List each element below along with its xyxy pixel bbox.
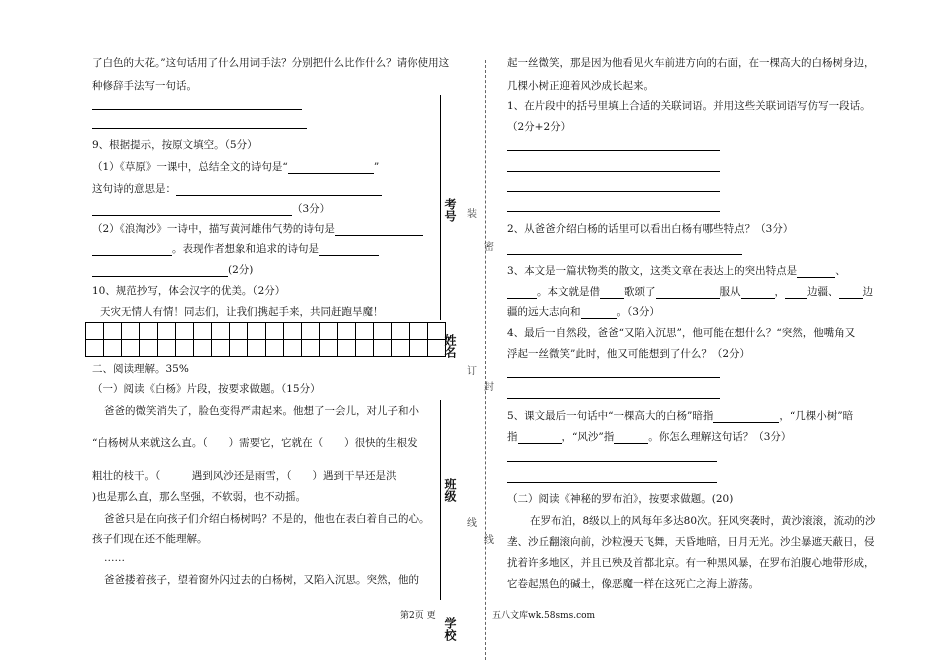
section-2-1-title: （一）阅读《白杨》片段，按要求做题。（15分） [92, 383, 321, 395]
cut-label: 封 [484, 382, 494, 393]
blank[interactable] [176, 184, 382, 196]
answer-line[interactable] [507, 254, 742, 255]
answer-line[interactable] [507, 150, 720, 151]
cut-label: 线 [467, 518, 477, 529]
blank[interactable] [839, 287, 863, 299]
question-r2: 2、从爸爸介绍白杨的话里可以看出白杨有哪些特点？（3分） [507, 223, 794, 235]
blank[interactable] [319, 244, 379, 256]
question-r1: 1、在片段中的括号里填上合适的关联词语。并用这些关联词语写仿写一段话。 [507, 100, 871, 112]
answer-line[interactable] [507, 482, 717, 483]
answer-line[interactable] [507, 461, 717, 462]
ellipsis: …… [104, 552, 125, 564]
answer-line[interactable] [507, 171, 720, 172]
question-r4: 4、最后一自然段，爸爸“又陷入沉思”，他可能在想什么？“突然，他嘴角又 [507, 327, 856, 339]
label-name: 姓名 [443, 334, 457, 358]
blank[interactable] [797, 266, 835, 278]
page-number: 第2页 更 [400, 611, 436, 621]
blank[interactable] [713, 411, 779, 423]
question-9-2: （2）《浪淘沙》一诗中，描写黄河雄伟气势的诗句是 [92, 222, 423, 236]
question-9-1-cont: （3分） [92, 202, 330, 216]
blank[interactable] [600, 287, 624, 299]
question-r5-cont: 指 ，“风沙”指 。你怎么理解这句话？（3分） [507, 431, 792, 443]
answer-line[interactable] [92, 109, 302, 110]
blank[interactable] [92, 265, 228, 277]
right-line: 起一丝微笑，那是因为他看见火车前进方向的右面，在一棵高大的白杨树身边， [507, 57, 875, 69]
question-r3-cont2: 疆的远大志向和 。（3分） [507, 306, 660, 318]
passage-line: 爸爸只是在向孩子们介绍白杨树吗？不是的，他也在表白着自己的心。 [104, 513, 430, 525]
question-r3: 3、本文是一篇状物类的散文，这类文章在表达上的突出特点是 、 [507, 265, 846, 277]
question-10: 10、规范抄写，体会汉字的优美。（2分） [92, 285, 286, 297]
binding-bar [440, 400, 441, 600]
passage-line: 爸爸搂着孩子，望着窗外闪过去的白杨树，又陷入沉思。突然，他的 [104, 574, 419, 586]
binding-bar [440, 95, 441, 320]
question-9-1-meaning: 这句诗的意思是： [92, 182, 382, 196]
section-2-2-title: （二）阅读《神秘的罗布泊》，按要求做题。(20) [507, 493, 734, 505]
answer-line[interactable] [92, 128, 307, 129]
cut-label: 密 [484, 242, 494, 253]
label-exam-number: 考号 [443, 198, 457, 222]
blank[interactable] [92, 244, 172, 256]
label-school: 学校 [443, 617, 457, 641]
blank[interactable] [656, 287, 720, 299]
cut-line [485, 60, 486, 660]
blank[interactable] [92, 204, 292, 216]
passage-line: 垄、沙丘翻滚向前，沙粒漫天飞舞，天昏地暗，日月无光。沙尘暴遮天蔽日，侵 [507, 536, 875, 548]
passage-line: )也是那么直，那么坚强，不软弱，也不动摇。 [92, 491, 307, 503]
question-r5: 5、课文最后一句话中“一棵高大的白杨”暗指 ，“几棵小树”暗 [507, 410, 854, 422]
left-line-2: 种修辞手法写一句话。 [92, 80, 197, 92]
blank[interactable] [335, 224, 423, 236]
blank[interactable] [518, 432, 562, 444]
copy-text: 天灾无情人有情！同志们，让我们携起手来，共同赶跑旱魔！ [100, 306, 384, 318]
question-r1-points: （2分+2分） [507, 121, 572, 133]
answer-line[interactable] [507, 377, 720, 378]
blank[interactable] [288, 162, 374, 174]
passage-line: 粗壮的枝干。（ 遇到风沙还是雨雪，（ ）遇到干旱还是洪 [92, 470, 397, 482]
passage-line: 孩子们现在还不能理解。 [92, 533, 208, 545]
right-line: 几棵小树正迎着风沙成长起来。 [507, 80, 654, 92]
passage-line: “白杨树从来就这么直。（ ）需要它，它就在（ ）很快的生根发 [92, 437, 418, 449]
label-class: 班级 [443, 478, 457, 502]
site-watermark: 五八文库wk.58sms.com [492, 611, 596, 621]
blank[interactable] [741, 287, 775, 299]
answer-line[interactable] [507, 191, 720, 192]
writing-grid[interactable] [85, 322, 446, 357]
cut-label: 装 [467, 209, 477, 220]
question-r3-cont: 。本文就是借 歌颂了 服从 ， 边疆、 边 [507, 285, 873, 299]
blank[interactable] [785, 287, 807, 299]
blank[interactable] [581, 307, 617, 319]
question-9-1: （1）《草原》一课中，总结全文的诗句是“ ” [92, 161, 380, 173]
section-2-title: 二、阅读理解。35% [92, 363, 189, 375]
question-9-2c: (2分) [92, 263, 253, 277]
blank[interactable] [614, 432, 648, 444]
cut-label: 订 [467, 366, 477, 377]
passage-line: 扰着许多地区，并且已殃及首都北京。有一种黑风暴，在罗布泊腹心地带形成， [507, 557, 875, 569]
question-9-2b: 。表现作者想象和追求的诗句是 [92, 242, 379, 256]
answer-line[interactable] [507, 398, 720, 399]
cut-label: 线 [484, 535, 494, 546]
question-9: 9、根据提示，按原文填空。（5分） [92, 139, 258, 151]
passage-line: 爸爸的微笑消失了，脸色变得严肃起来。他想了一会儿，对儿子和小 [104, 405, 419, 417]
answer-line[interactable] [507, 211, 720, 212]
question-r4-cont: 浮起一丝微笑”此时，他又可能想到了什么？（2分） [507, 348, 751, 360]
passage-line: 在罗布泊，8级以上的风每年多达80次。狂风突袭时，黄沙滚滚，流动的沙 [530, 515, 876, 527]
blank[interactable] [507, 287, 537, 299]
passage-line: 它卷起黑色的碱土，像恶魔一样在这死亡之海上游荡。 [507, 578, 759, 590]
left-line-1: 了白色的大花。”这句话用了什么用词手法？分别把什么比作什么？请你使用这 [92, 57, 450, 69]
